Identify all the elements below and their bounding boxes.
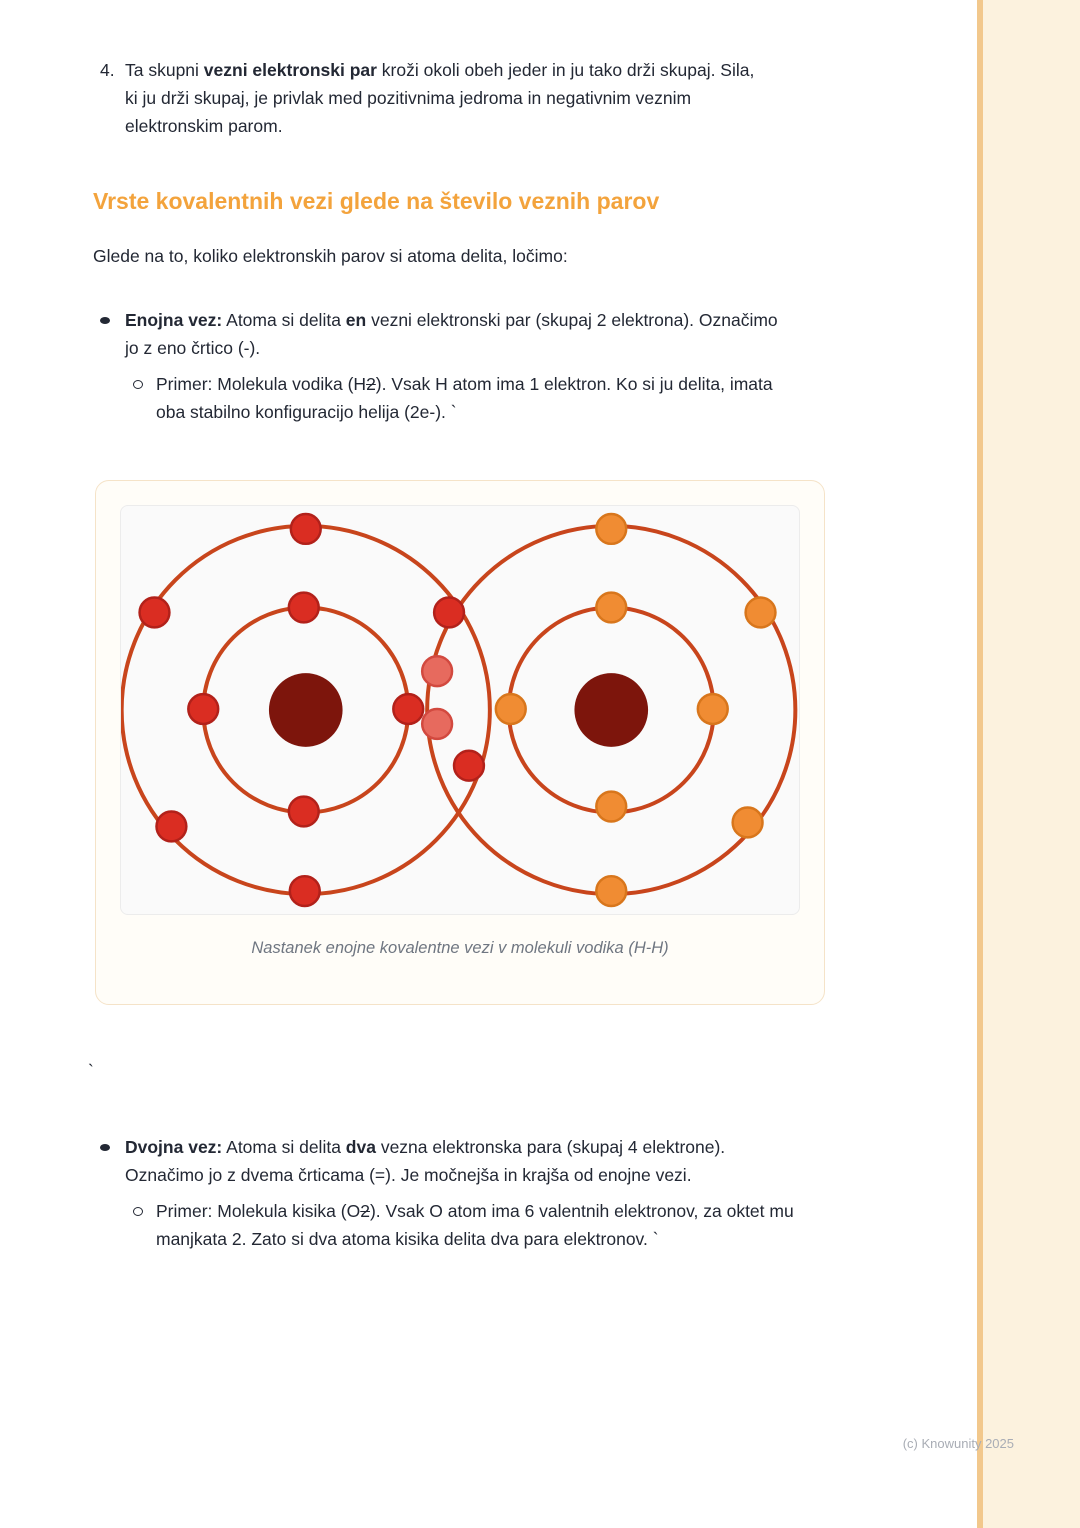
page-edge-strip: [983, 0, 1080, 1528]
text-segment-bold: en: [345, 310, 367, 330]
text-segment-bold: vezni elektronski par: [203, 60, 377, 80]
text-segment: Primer: Molekula kisika (O: [156, 1201, 361, 1221]
text-segment-bold: Enojna vez:: [125, 310, 223, 330]
text-segment: vezni elektronski par (skupaj 2 elektrona). Označimo jo z eno črtico (-).: [125, 310, 778, 358]
text-segment: ). Vsak H atom ima 1 elektron. Ko si ju delita, imata oba stabilno konfiguracijo helija (2e-). `: [156, 374, 773, 422]
bullet-circle-marker: [133, 380, 143, 389]
bullet-disc-marker: [100, 317, 110, 324]
bullet-circle-marker: [133, 1207, 143, 1216]
text-segment-strikethrough: 2: [366, 374, 376, 394]
bohr-diagram-svg: [121, 506, 799, 914]
stray-backtick: `: [88, 1061, 94, 1081]
figure-card: [95, 480, 825, 1005]
text-segment: Atoma si delita: [222, 310, 346, 330]
bullet-double-bond: [100, 1133, 980, 1189]
text-segment-strikethrough: 2: [360, 1201, 370, 1221]
text-segment: ). Vsak O atom ima 6 valentnih elektronov, za oktet mu manjkata 2. Zato si dva atoma kisika delita dva para elektronov. `: [156, 1201, 794, 1249]
text-segment-bold: Dvojna vez:: [125, 1137, 223, 1157]
sub-bullet-oxygen-example: [133, 1197, 980, 1253]
text-segment-bold: dva: [345, 1137, 376, 1157]
bullet-text: [125, 1133, 780, 1189]
sub-bullet-text: [156, 1197, 801, 1253]
text-segment: Atoma si delita: [222, 1137, 346, 1157]
text-segment: Primer: Molekula vodika (H: [156, 374, 367, 394]
section-heading: Vrste kovalentnih vezi glede na število veznih parov: [93, 188, 660, 214]
sub-bullet-hydrogen-example: [133, 370, 980, 426]
list-item-text: [125, 56, 765, 140]
text-segment: kroži okoli obeh jeder in ju tako drži skupaj. Sila, ki ju drži skupaj, je privlak med pozitivnima jedroma in negativnim veznim elektronskim parom.: [125, 60, 755, 136]
text-segment: Ta skupni: [125, 60, 204, 80]
copyright-footer: (c) Knowunity 2025: [902, 1436, 1014, 1451]
list-item-4: [100, 56, 768, 140]
bullet-single-bond: [100, 306, 980, 362]
bullet-disc-marker: [100, 1144, 110, 1151]
text-segment: vezna elektronska para (skupaj 4 elektrone). Označimo jo z dvema črticama (=). Je močnejša in krajša od enojne vezi.: [125, 1137, 726, 1185]
sub-bullet-text: [156, 370, 801, 426]
list-item-number: 4.: [100, 60, 115, 80]
bohr-diagram-container: [120, 505, 800, 915]
bullet-text: [125, 306, 780, 362]
figure-caption: Nastanek enojne kovalentne vezi v molekuli vodika (H-H): [251, 939, 669, 957]
intro-paragraph: Glede na to, koliko elektronskih parov si atoma delita, ločimo:: [93, 246, 568, 266]
